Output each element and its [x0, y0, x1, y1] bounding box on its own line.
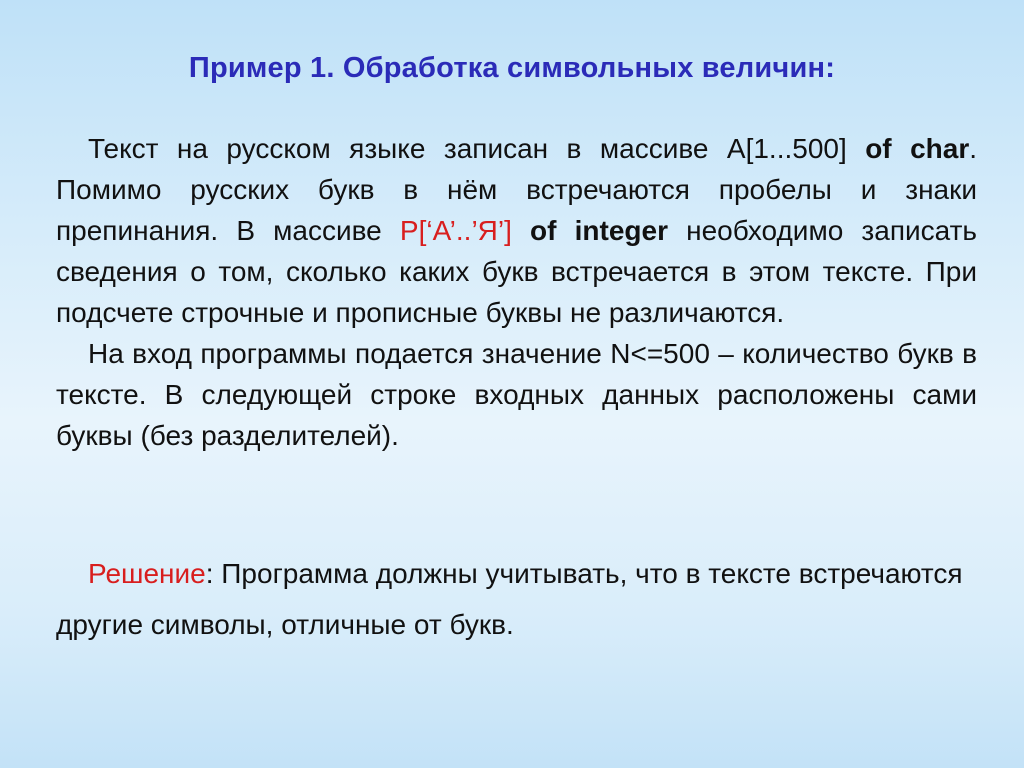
p1-text-b: . Помимо русских букв в нём встречаются пробелы и знаки препинания. В массиве [56, 133, 977, 246]
solution-text: : Программа должны учитывать, что в тексте встречаются другие символы, отличные от букв. [56, 558, 963, 640]
problem-statement [56, 128, 977, 456]
p1-of-char: of char [865, 133, 970, 164]
solution-paragraph [56, 548, 977, 650]
slide-title: Пример 1. Обработка символьных величин: [188, 52, 836, 84]
paragraph-1 [56, 128, 977, 333]
paragraph-2: На вход программы подается значение N<=500 – количество букв в тексте. В следующей строке входных данных расположены сами буквы (без разделителей). [56, 338, 977, 451]
p1-array-p: P[‘А’..’Я’] [399, 215, 512, 246]
p1-text-a: Текст на русском языке записан в массиве A[1...500] [88, 133, 866, 164]
solution-label: Решение [88, 558, 206, 589]
p1-of-integer: of integer [530, 215, 668, 246]
p1-text-c: необходимо записать сведения о том, сколько каких букв встречается в этом тексте. При подсчете строчные и прописные буквы не различаются. [56, 215, 977, 328]
